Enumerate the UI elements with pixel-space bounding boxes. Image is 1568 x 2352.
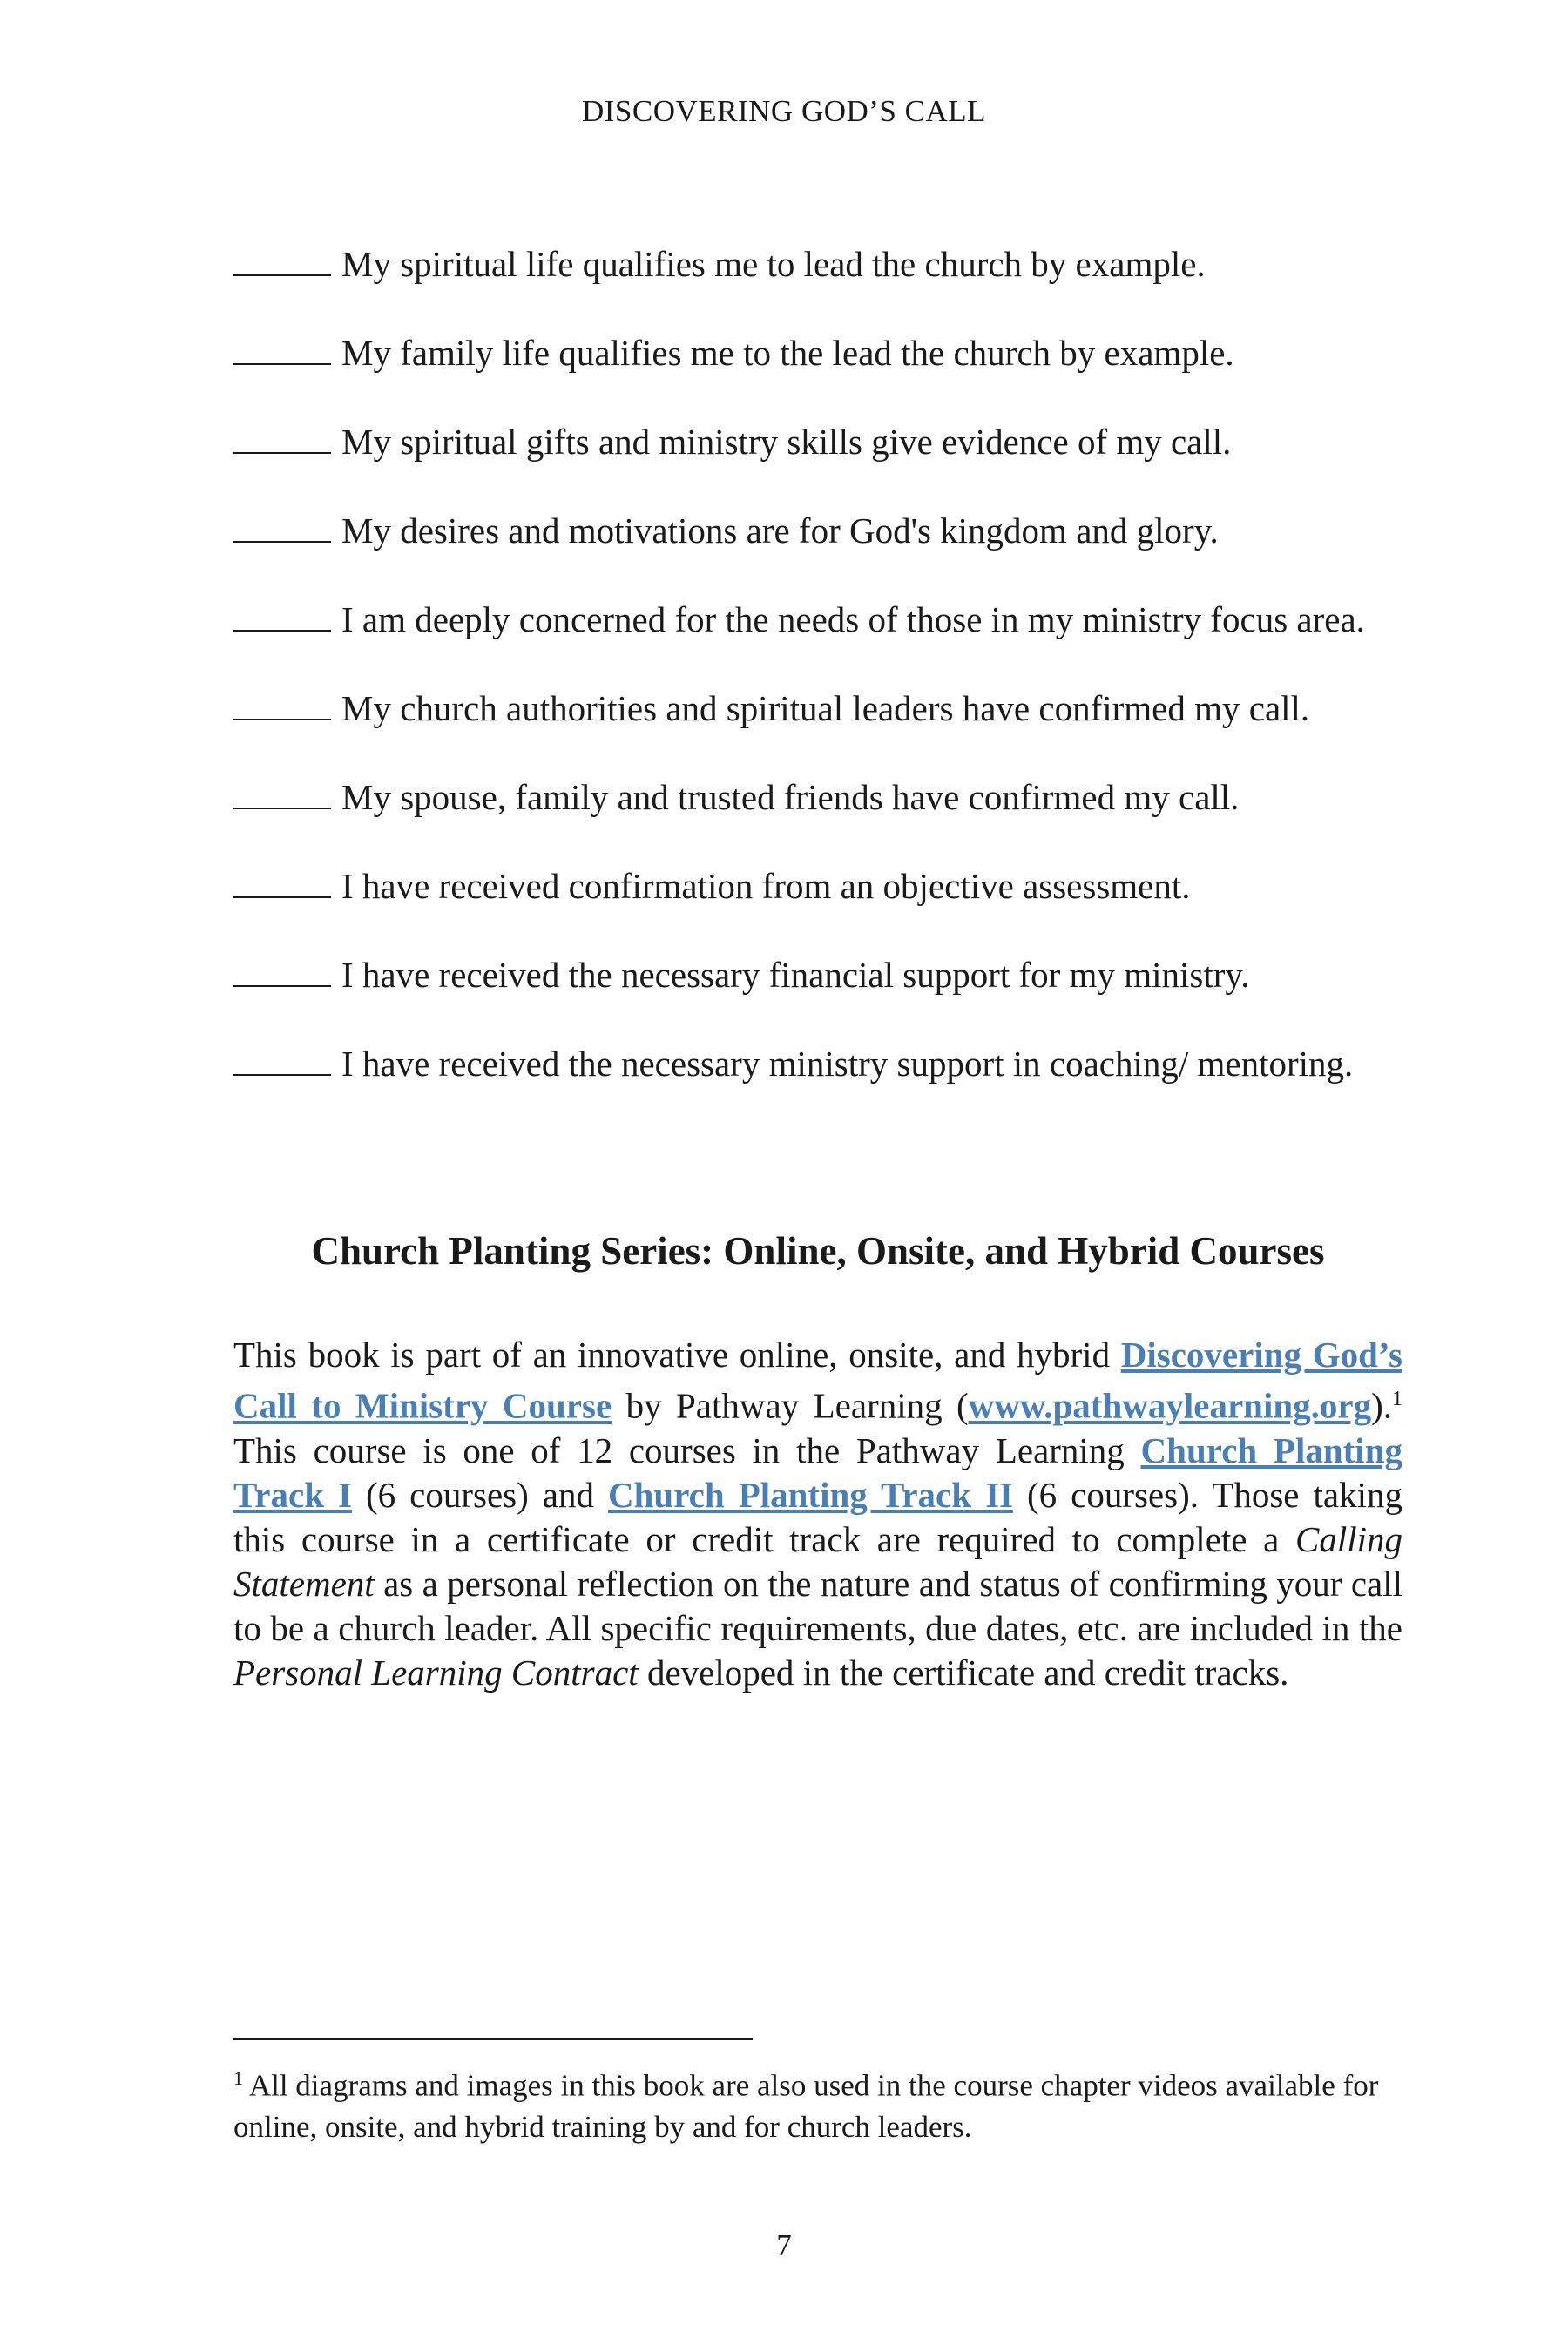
checklist-item	[233, 953, 1402, 997]
blank-line[interactable]	[233, 248, 331, 276]
blank-line[interactable]	[233, 781, 331, 809]
blank-line[interactable]	[233, 604, 331, 632]
checklist-item-text: I have received the necessary ministry support in coaching/ mentoring.	[341, 1044, 1354, 1084]
calling-checklist	[233, 242, 1402, 1131]
checklist-item-text: My family life qualifies me to the lead the church by example.	[341, 333, 1234, 373]
paragraph-text: (6 courses). Those taking this course in a certificate or credit track are required to complete a	[233, 1474, 1402, 1559]
paragraph-text: (6 courses) and	[351, 1474, 609, 1515]
blank-line[interactable]	[233, 693, 331, 720]
paragraph-text: ).	[1371, 1385, 1392, 1426]
blank-line[interactable]	[233, 1048, 331, 1076]
footnote-number: 1	[233, 2067, 243, 2089]
checklist-item	[233, 686, 1402, 731]
paragraph-text: This course is one of 12 courses in the Pathway Learning	[233, 1429, 1141, 1470]
paragraph-text: by Pathway Learning (	[612, 1385, 969, 1426]
checklist-item	[233, 509, 1402, 553]
checklist-item	[233, 864, 1402, 909]
checklist-item	[233, 331, 1402, 375]
blank-line[interactable]	[233, 426, 331, 454]
checklist-item-text: I have received confirmation from an objective assessment.	[341, 866, 1191, 906]
checklist-item-text: I am deeply concerned for the needs of those in my ministry focus area.	[341, 599, 1365, 639]
checklist-item	[233, 1042, 1402, 1086]
footnote-divider	[233, 2038, 753, 2040]
footnote-ref[interactable]: 1	[1392, 1388, 1402, 1410]
link-track-1[interactable]: Church Planting Track I	[233, 1429, 1402, 1515]
checklist-item	[233, 598, 1402, 642]
blank-line[interactable]	[233, 870, 331, 898]
running-head: DISCOVERING GOD’S CALL	[581, 94, 987, 128]
checklist-item	[233, 420, 1402, 464]
blank-line[interactable]	[233, 337, 331, 365]
section-heading: Church Planting Series: Online, Onsite, and Hybrid Courses	[311, 1229, 1325, 1273]
checklist-item-text: My spiritual gifts and ministry skills give evidence of my call.	[341, 422, 1232, 462]
emphasis-text: Calling Statement	[233, 1518, 1402, 1604]
paragraph-text: This book is part of an innovative online, onsite, and hybrid	[233, 1335, 1121, 1375]
checklist-item-text: My desires and motivations are for God's kingdom and glory.	[341, 510, 1219, 551]
checklist-item-text: My spiritual life qualifies me to lead the church by example.	[341, 244, 1206, 284]
page-number: 7	[776, 2228, 792, 2262]
footnote	[233, 2058, 1402, 2147]
paragraph-text: developed in the certificate and credit tracks.	[638, 1652, 1289, 1693]
footnote-text: All diagrams and images in this book are also used in the course chapter videos available for online, onsite, and hybrid training by and for church leaders.	[233, 2068, 1379, 2144]
course-paragraph	[233, 1333, 1402, 1695]
checklist-item-text: My church authorities and spiritual leaders have confirmed my call.	[341, 688, 1310, 728]
emphasis-text: Personal Learning Contract	[233, 1652, 639, 1693]
paragraph-text: as a personal reflection on the nature and status of confirming your call to be a church leader. All specific requirements, due dates, etc. are included in the	[233, 1563, 1402, 1648]
link-track-2[interactable]: Church Planting Track II	[608, 1474, 1013, 1515]
checklist-item	[233, 242, 1402, 287]
checklist-item	[233, 775, 1402, 820]
link-course[interactable]: Discovering God’s Call to Ministry Course	[233, 1335, 1402, 1426]
link-website[interactable]: www.pathwaylearning.org	[968, 1385, 1372, 1426]
checklist-item-text: I have received the necessary financial support for my ministry.	[341, 955, 1250, 995]
blank-line[interactable]	[233, 959, 331, 987]
checklist-item-text: My spouse, family and trusted friends have confirmed my call.	[341, 777, 1240, 817]
blank-line[interactable]	[233, 515, 331, 543]
